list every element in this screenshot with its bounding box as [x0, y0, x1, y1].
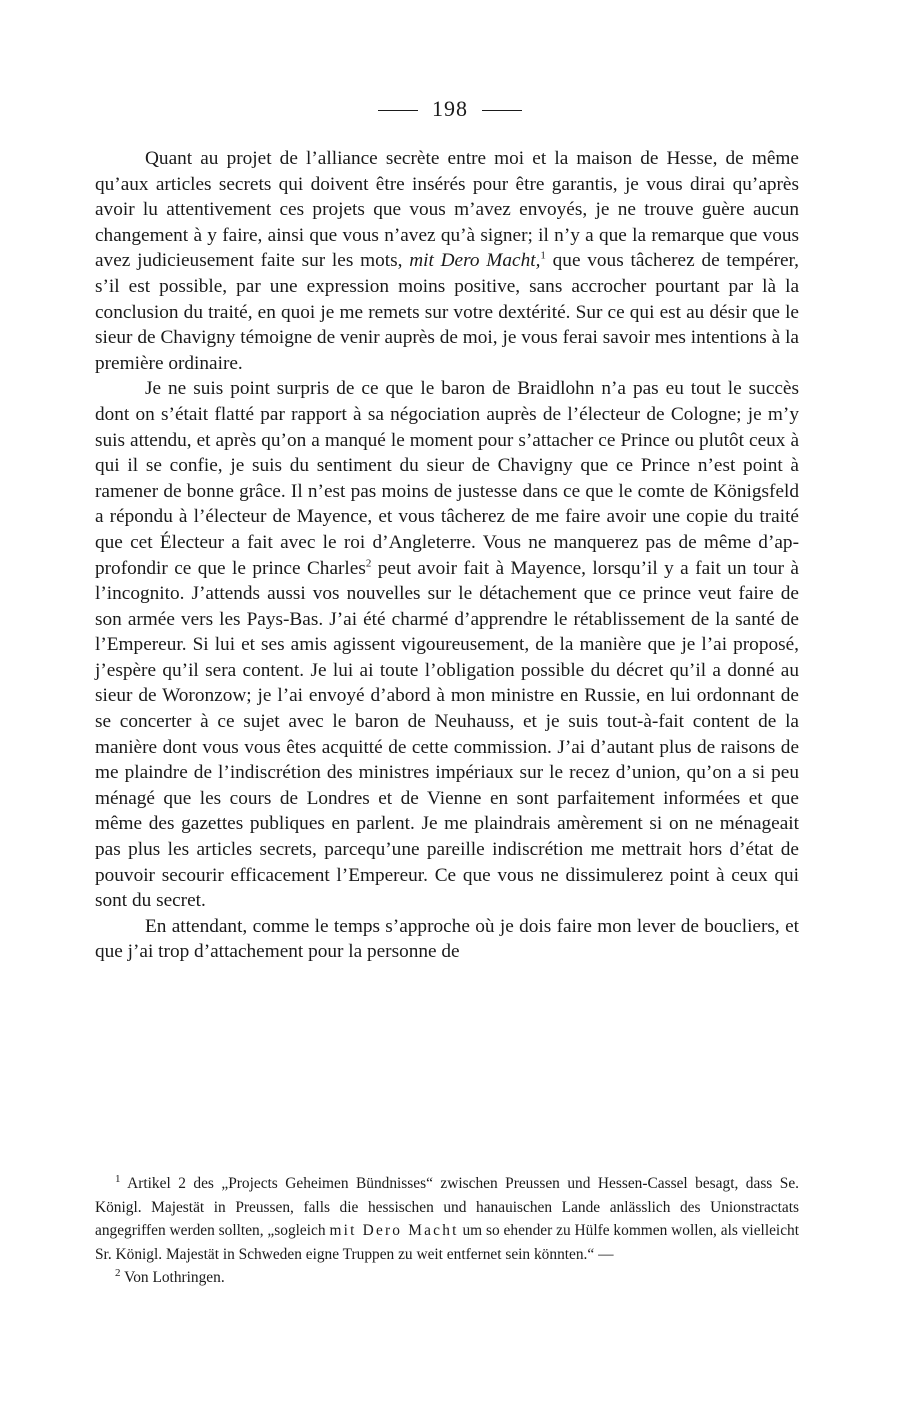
- footnote-2: [95, 1266, 799, 1290]
- footnotes: [95, 1172, 799, 1290]
- emphasis-mit-dero-macht: mit Dero Macht,: [409, 250, 541, 272]
- header-dash-left: [378, 110, 418, 111]
- paragraph-1-text: Quant au projet de l’alliance secrète entre moi et la maison de Hesse, de même qu’aux articles secrets qui doivent être insérés pour être garantis, je vous dirai qu’après avoir lu attentivement ces projets que vous m’avez envoyés, je ne trouve guère aucun changement à y faire, ainsi que vous n’avez qu’à signer; il n’y a que la remarque que vous avez judicieusement faite sur les mots,: [95, 148, 799, 272]
- main-text: [95, 146, 799, 965]
- footnote-1-text: Artikel 2 des „Projects Geheimen Bündnisses“ zwischen Preussen und Hessen-Cassel besagt, dass Se. Königl. Majestät in Preussen, falls die hessischen und hanauischen Lande anlässlich des Unionstractats angegriffen werden sollten, „sogleich: [95, 1175, 800, 1240]
- footnote-1: [95, 1172, 799, 1266]
- footnote-2-marker: 2: [115, 1267, 121, 1280]
- paragraph-1-text-continued: que vous tâcherez de tempérer, s’il est possible, par une expression moins positive, sans accrocher pourtant par là la conclusion du traité, en quoi je me remets sur votre dextérité. Sur ce qui est au désir que le sieur de Chavigny témoigne de venir auprès de moi, je vous ferai savoir mes intentions à la première ordinaire.: [95, 250, 799, 374]
- footnote-reference-2: 2: [365, 557, 372, 570]
- footnote-1-marker: 1: [115, 1172, 121, 1185]
- paragraph-2-text-continued: peut avoir fait à Mayence, lorsqu’il y a fait un tour à l’incognito. J’attends aussi vos nouvelles sur le détachement que ce prince veut faire de son armée vers les Pays-Bas. J’ai été charmé d’apprendre le rétablissement de la santé de l’Empereur. Si lui et ses amis agissent vigoureusement, de la manière que je l’ai proposé, j’espère qu’il sera content. Je lui ai toute l’obligation possible du décret qu’il a donné au sieur de Woronzow; je l’ai envoyé d’abord à mon ministre en Russie, en lui ordonnant de se concerter à ce sujet avec le baron de Neuhauss, et je suis tout-à-fait content de la manière dont vous vous êtes acquitté de cette commission. J’ai d’autant plus de raisons de me plaindre de l’indiscrétion des ministres impériaux sur le recez d’union, qu’on a si peu ménagé que les cours de Londres et de Vienne en sont parfaitement informées et que même des gazettes publiques en parlent. Je me plaindrais amèrement si on ne ménageait pas plus les articles secrets, parcequ’une pareille indiscrétion me mettrait hors d’état de pouvoir secourir efficacement l’Empereur. Ce que vous ne dissimulerez point à ceux qui sont du secret.: [95, 557, 799, 912]
- paragraph-2-text: Je ne suis point surpris de ce que le baron de Braidlohn n’a pas eu tout le succès dont on s’était flatté par rapport à sa négociation auprès de l’électeur de Cologne; je m’y suis attendu, et après qu’on a manqué le moment pour s’attacher ce Prince ou plutôt ceux à qui il se confie, je suis du sentiment du sieur de Chavigny que ce Prince n’est point à ramener de bonne grâce. Il n’est pas moins de justesse dans ce que le comte de Königsfeld a répondu à l’électeur de Mayence, et vous tâcherez de me faire avoir une copie du traité que cet Électeur a fait avec le roi d’Angleterre. Vous ne manquerez pas de même d’approfondir ce que le prince Charles: [95, 378, 799, 579]
- footnote-2-text: Von Lothringen.: [124, 1269, 225, 1287]
- paragraph-3-text: En attendant, comme le temps s’approche où je dois faire mon lever de boucliers, et que j’ai trop d’attachement pour la personne de: [95, 915, 799, 963]
- footnote-1-text-continued: um so ehender zu Hülfe kommen wollen, als vielleicht Sr. Königl. Majestät in Schweden eigne Truppen zu weit entfernet sein könnten.“ —: [95, 1222, 800, 1263]
- footnote-1-spaced-quote: mit Dero Macht: [329, 1222, 459, 1240]
- paragraph-3: [95, 914, 799, 965]
- footnote-reference-1: 1: [540, 249, 546, 262]
- page-header: [0, 96, 900, 122]
- header-dash-right: [482, 110, 522, 111]
- paragraph-2: [95, 376, 799, 913]
- paragraph-1: [95, 146, 799, 376]
- page-number: 198: [432, 96, 468, 121]
